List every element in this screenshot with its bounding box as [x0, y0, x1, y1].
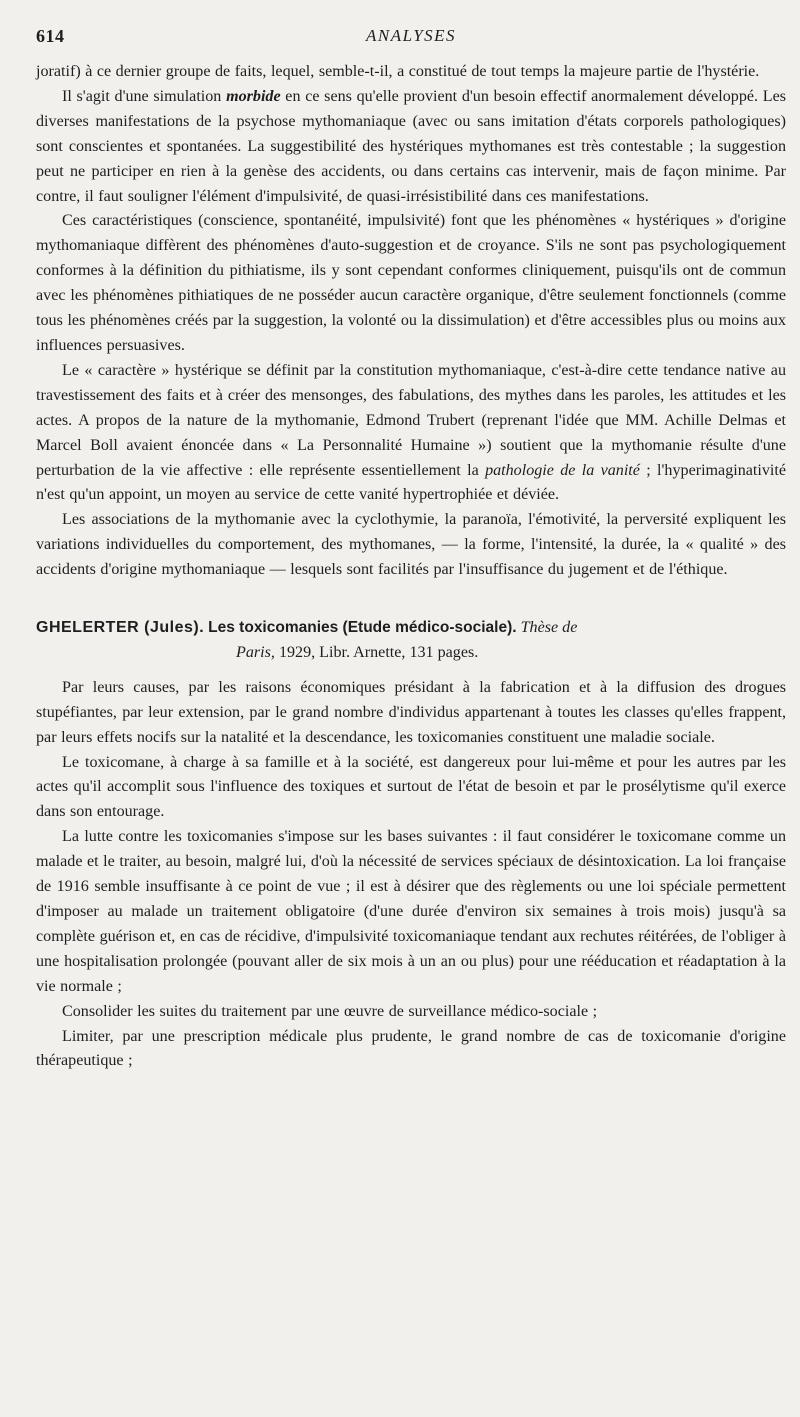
paragraph: Limiter, par une prescription médicale plus prudente, le grand nombre de cas de toxicomanie d'origine thérapeutique ;: [36, 1027, 786, 1070]
running-head: ANALYSES: [365, 26, 457, 45]
paragraph: La lutte contre les toxicomanies s'impose sur les bases suivantes : il faut considérer le toxicomane comme un malade et le traiter, au besoin, malgré lui, d'où la nécessité de services spéciaux de désintoxication. La loi française de 1916 semble insuffisante à ce point de vue ; il est à désirer que des règlements ou une loi spéciale permettent d'imposer au malade un traitement obligatoire (d'une durée d'environ six semaines à trois mois) jusqu'à sa complète guérison et, en cas de récidive, d'impulsivité toxicomaniaque tendant aux rechutes réitérées, de l'obliger à une hospitalisation prolongée (pouvant aller de six mois à un an ou plus) pour une rééducation et réadaptation à la vie normale ;: [36, 828, 786, 995]
paragraph: Le toxicomane, à charge à sa famille et à la société, est dangereux pour lui-même et pour les autres par les actes qu'il accomplit sous l'influence des toxiques et surtout de l'état de besoin et par le prosélytisme qu'il exerce dans son entourage.: [36, 753, 786, 821]
paragraph: joratif) à ce dernier groupe de faits, lequel, semble-t-il, a constitué de tout temps la majeure partie de l'hystérie.: [36, 63, 760, 80]
paragraph: Ces caractéristiques (conscience, spontanéité, impulsivité) font que les phénomènes « hystériques » d'origine mythomaniaque diffèrent des phénomènes d'auto-suggestion et de croyance. S'ils ne sont pas psychologiquement conformes à la définition du pithiatisme, ils y sont cependant conformes cliniquement, puisqu'ils ont de commun avec les phénomènes pithiatiques de ne posséder aucun caractère organique, d'être seulement fonctionnels (comme tous les phénomènes créés par la suggestion, la volonté ou la dissimulation) et d'être accessibles plus ou moins aux influences persuasives.: [36, 212, 786, 354]
review-author: GHELERTER (Jules).: [36, 619, 205, 637]
review-thesis: Thèse de: [520, 619, 578, 637]
review-body: [36, 676, 786, 1075]
page-number: 614: [36, 26, 65, 46]
paragraph: Le « caractère » hystérique se définit par la constitution mythomaniaque, c'est-à-dire cette tendance native au travestissement des faits et à créer des mensonges, des fabulations, des mythes dans les paroles, les attitudes et les actes. A propos de la nature de la mythomanie, Edmond Trubert (reprenant l'idée que MM. Achille Delmas et Marcel Boll avaient énoncée dans « La Personnalité Humaine ») soutient que la mythomanie résulte d'une perturbation de la vie affective : elle représente essentiellement la pathologie de la vanité ; l'hyperimaginativité n'est qu'un appoint, un moyen au service de cette vanité hypertrophiée et déviée.: [36, 361, 786, 504]
review-details: 1929, Libr. Arnette, 131 pages.: [278, 643, 479, 661]
paragraph: Il s'agit d'une simulation morbide en ce sens qu'elle provient d'un besoin effectif anormalement développé. Les diverses manifestations de la psychose mythomaniaque (avec ou sans imitation d'états corporels pathologiques) sont conscientes et spontanées. La suggestibilité des hystériques mythomanes est très contestable ; la suggestion peut ne participer en rien à la genèse des accidents, ou dans certains cas intervenir, mais de façon minime. Par contre, il faut souligner l'élément d'impulsivité, de quasi-irrésistibilité dans ces manifestations.: [36, 87, 786, 205]
emphasis: morbide: [226, 87, 281, 105]
paragraph: Les associations de la mythomanie avec la cyclothymie, la paranoïa, l'émotivité, la perversité expliquent les variations individuelles du comportement, des mythomanes, — la forme, l'intensité, la durée, la « qualité » des accidents d'origine mythomaniaque — lesquels sont facilités par l'insuffisance du jugement et de l'éthique.: [36, 511, 786, 579]
review-place: Paris,: [236, 643, 275, 661]
analysis-continuation: [36, 60, 786, 583]
review-heading: [36, 616, 786, 666]
review-title: Les toxicomanies (Etude médico-sociale).: [208, 619, 517, 637]
paragraph: Consolider les suites du traitement par une œuvre de surveillance médico-sociale ;: [62, 1002, 598, 1020]
page-header: [36, 26, 786, 56]
paragraph: Par leurs causes, par les raisons économiques présidant à la fabrication et à la diffusion des drogues stupéfiantes, par leur extension, par le grand nombre d'individus appartenant à toutes les classes qu'elles frappent, par leurs effets nocifs sur la natalité et la descendance, les toxicomanies constituent une maladie sociale.: [36, 678, 786, 746]
emphasis: pathologie de la vanité: [485, 461, 640, 479]
